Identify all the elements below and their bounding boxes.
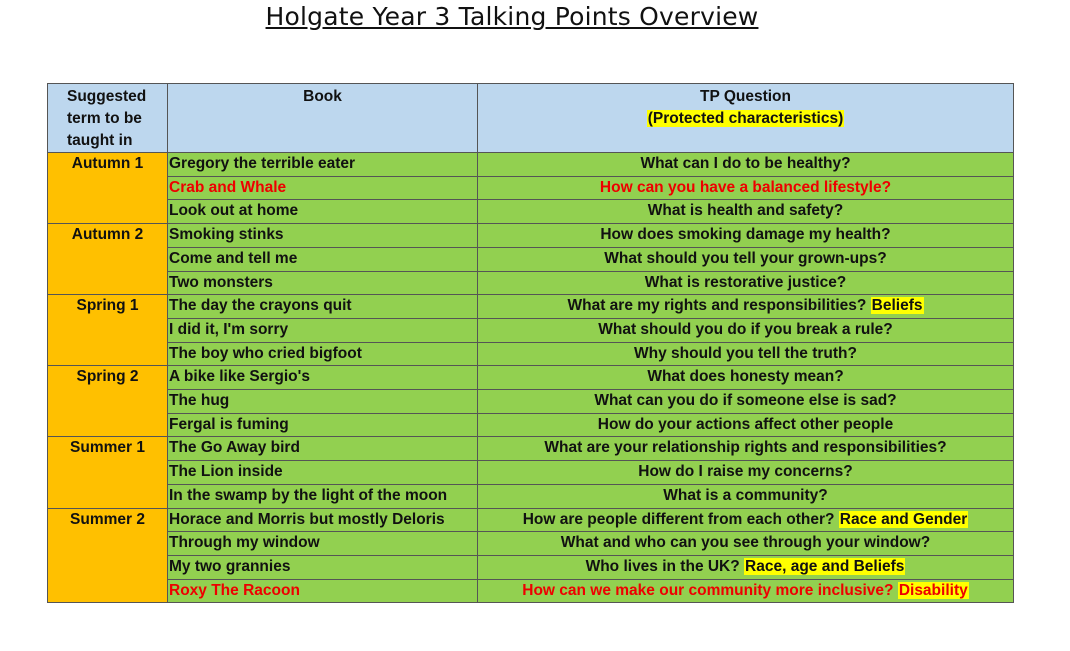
table-row	[48, 579, 1014, 603]
question-text: Who lives in the UK?	[585, 557, 740, 575]
protected-characteristic-tag: Beliefs	[871, 297, 923, 315]
table-row	[48, 200, 1014, 224]
question-text: How can we make our community more inclusive?	[522, 581, 894, 599]
question-text: What and who can you see through your window?	[560, 534, 931, 552]
term-cell: Spring 1	[48, 295, 168, 366]
book-cell: In the swamp by the light of the moon	[168, 484, 478, 508]
table-row	[48, 508, 1014, 532]
table-row	[48, 532, 1014, 556]
header-term: Suggested term to be taught in	[48, 84, 168, 153]
table-row	[48, 271, 1014, 295]
book-cell: The boy who cried bigfoot	[168, 342, 478, 366]
header-question-sub: (Protected characteristics)	[647, 110, 844, 127]
question-text: What is health and safety?	[647, 202, 844, 220]
question-cell	[478, 579, 1014, 603]
table-row	[48, 247, 1014, 271]
book-cell: Look out at home	[168, 200, 478, 224]
question-cell	[478, 461, 1014, 485]
table-row	[48, 295, 1014, 319]
protected-characteristic-tag: Race and Gender	[839, 510, 968, 528]
table-row	[48, 390, 1014, 414]
question-cell	[478, 413, 1014, 437]
question-cell	[478, 390, 1014, 414]
term-cell: Spring 2	[48, 366, 168, 437]
book-cell: Horace and Morris but mostly Deloris	[168, 508, 478, 532]
book-cell: Two monsters	[168, 271, 478, 295]
table-row	[48, 153, 1014, 177]
question-text: What are your relationship rights and responsibilities?	[544, 439, 947, 457]
term-cell: Summer 2	[48, 508, 168, 603]
book-cell: Crab and Whale	[168, 176, 478, 200]
question-cell	[478, 318, 1014, 342]
question-cell	[478, 295, 1014, 319]
question-cell	[478, 532, 1014, 556]
term-cell: Autumn 2	[48, 224, 168, 295]
protected-characteristic-tag: Race, age and Beliefs	[745, 557, 905, 575]
term-cell: Autumn 1	[48, 153, 168, 224]
question-cell	[478, 342, 1014, 366]
question-cell	[478, 153, 1014, 177]
question-cell	[478, 224, 1014, 248]
table-row	[48, 484, 1014, 508]
question-text: What is a community?	[663, 486, 828, 504]
question-text: How do I raise my concerns?	[638, 463, 853, 481]
book-cell: The day the crayons quit	[168, 295, 478, 319]
question-text: What does honesty mean?	[647, 368, 844, 386]
protected-characteristic-tag: Disability	[898, 581, 968, 599]
question-cell	[478, 247, 1014, 271]
question-cell	[478, 200, 1014, 224]
table-row	[48, 437, 1014, 461]
book-cell: Fergal is fuming	[168, 413, 478, 437]
header-row	[48, 84, 1014, 153]
table-row	[48, 224, 1014, 248]
book-cell: My two grannies	[168, 555, 478, 579]
question-cell	[478, 366, 1014, 390]
book-cell: The Go Away bird	[168, 437, 478, 461]
table-row	[48, 555, 1014, 579]
talking-points-table	[47, 83, 1014, 603]
page-title: Holgate Year 3 Talking Points Overview	[265, 2, 759, 31]
table-row	[48, 366, 1014, 390]
question-cell	[478, 508, 1014, 532]
question-text: What are my rights and responsibilities?	[567, 297, 867, 315]
term-cell: Summer 1	[48, 437, 168, 508]
table-row	[48, 176, 1014, 200]
question-text: Why should you tell the truth?	[633, 344, 857, 362]
table-row	[48, 413, 1014, 437]
book-cell: I did it, I'm sorry	[168, 318, 478, 342]
question-text: How does smoking damage my health?	[600, 226, 891, 244]
question-text: How are people different from each other?	[522, 510, 835, 528]
question-text: How can you have a balanced lifestyle?	[599, 178, 892, 196]
header-question-label: TP Question	[699, 88, 791, 105]
question-text: What should you tell your grown-ups?	[604, 249, 887, 267]
table-row	[48, 342, 1014, 366]
question-cell	[478, 437, 1014, 461]
question-text: What can you do if someone else is sad?	[594, 392, 897, 410]
book-cell: Gregory the terrible eater	[168, 153, 478, 177]
question-cell	[478, 484, 1014, 508]
question-text: How do your actions affect other people	[597, 415, 894, 433]
header-book: Book	[168, 84, 478, 153]
book-cell: Smoking stinks	[168, 224, 478, 248]
question-text: What should you do if you break a rule?	[598, 320, 893, 338]
book-cell: Roxy The Racoon	[168, 579, 478, 603]
table-row	[48, 318, 1014, 342]
book-cell: Come and tell me	[168, 247, 478, 271]
book-cell: The Lion inside	[168, 461, 478, 485]
question-cell	[478, 555, 1014, 579]
question-cell	[478, 176, 1014, 200]
table-row	[48, 461, 1014, 485]
book-cell: The hug	[168, 390, 478, 414]
book-cell: A bike like Sergio's	[168, 366, 478, 390]
question-cell	[478, 271, 1014, 295]
question-text: What can I do to be healthy?	[640, 155, 851, 172]
question-text: What is restorative justice?	[644, 273, 847, 291]
header-question	[478, 84, 1014, 153]
book-cell: Through my window	[168, 532, 478, 556]
